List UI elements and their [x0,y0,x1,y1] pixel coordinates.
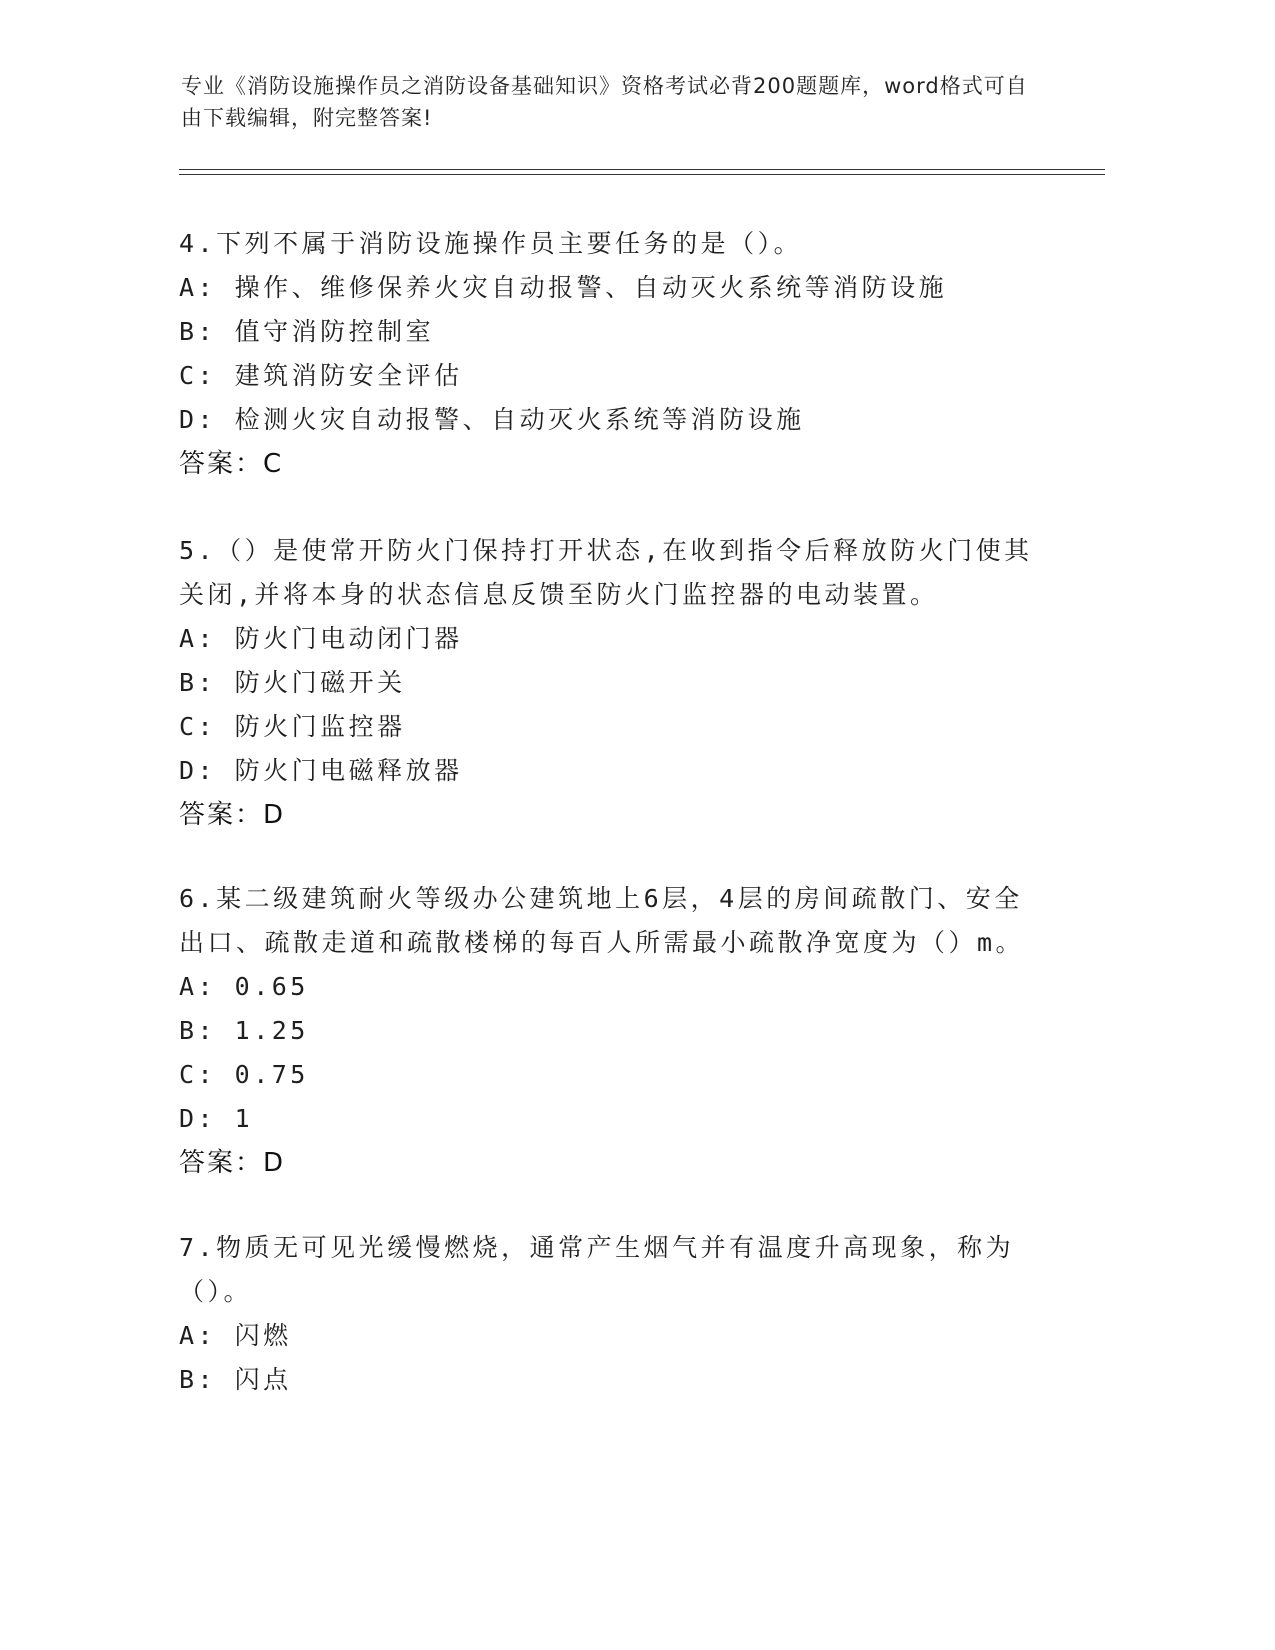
option-c: C: 0.75 [179,1060,309,1089]
answer: 答案：C [179,449,284,479]
answer: 答案：D [179,1148,286,1178]
option-b: B: 防火门磁开关 [179,668,406,697]
option-a: A: 0.65 [179,972,309,1001]
option-a: A: 闪燃 [179,1321,292,1350]
option-d: D: 防火门电磁释放器 [179,756,463,785]
header-divider-top [179,169,1105,170]
question-stem: 6.某二级建筑耐火等级办公建筑地上6层，4层的房间疏散门、安全出口、疏散走道和疏散楼梯的每百人所需最小疏散净宽度为（）m。 [179,884,1025,957]
header-divider-bottom [179,174,1105,175]
option-b: B: 1.25 [179,1016,309,1045]
question-stem: 7.物质无可见光缓慢燃烧，通常产生烟气并有温度升高现象，称为（）。 [179,1233,1015,1306]
option-d: D: 检测火灾自动报警、自动灭火系统等消防设施 [179,405,805,434]
option-c: C: 防火门监控器 [179,712,406,741]
option-d: D: 1 [179,1104,254,1133]
question-6 [179,877,1039,1185]
option-b: B: 闪点 [179,1365,292,1394]
option-a: A: 防火门电动闭门器 [179,624,463,653]
option-b: B: 值守消防控制室 [179,317,435,346]
option-c: C: 建筑消防安全评估 [179,361,463,390]
question-4 [179,222,1039,486]
answer: 答案：D [179,800,286,830]
question-5 [179,529,1039,837]
question-7 [179,1226,1039,1402]
option-a: A: 操作、维修保养火灾自动报警、自动灭火系统等消防设施 [179,273,948,302]
question-stem: 4.下列不属于消防设施操作员主要任务的是（）。 [179,229,803,258]
question-stem: 5.（）是使常开防火门保持打开状态,在收到指令后释放防火门使其关闭,并将本身的状态信息反馈至防火门监控器的电动装置。 [179,536,1033,609]
document-header: 专业《消防设施操作员之消防设备基础知识》资格考试必背200题题库，word格式可自由下载编辑，附完整答案! [181,74,1028,130]
